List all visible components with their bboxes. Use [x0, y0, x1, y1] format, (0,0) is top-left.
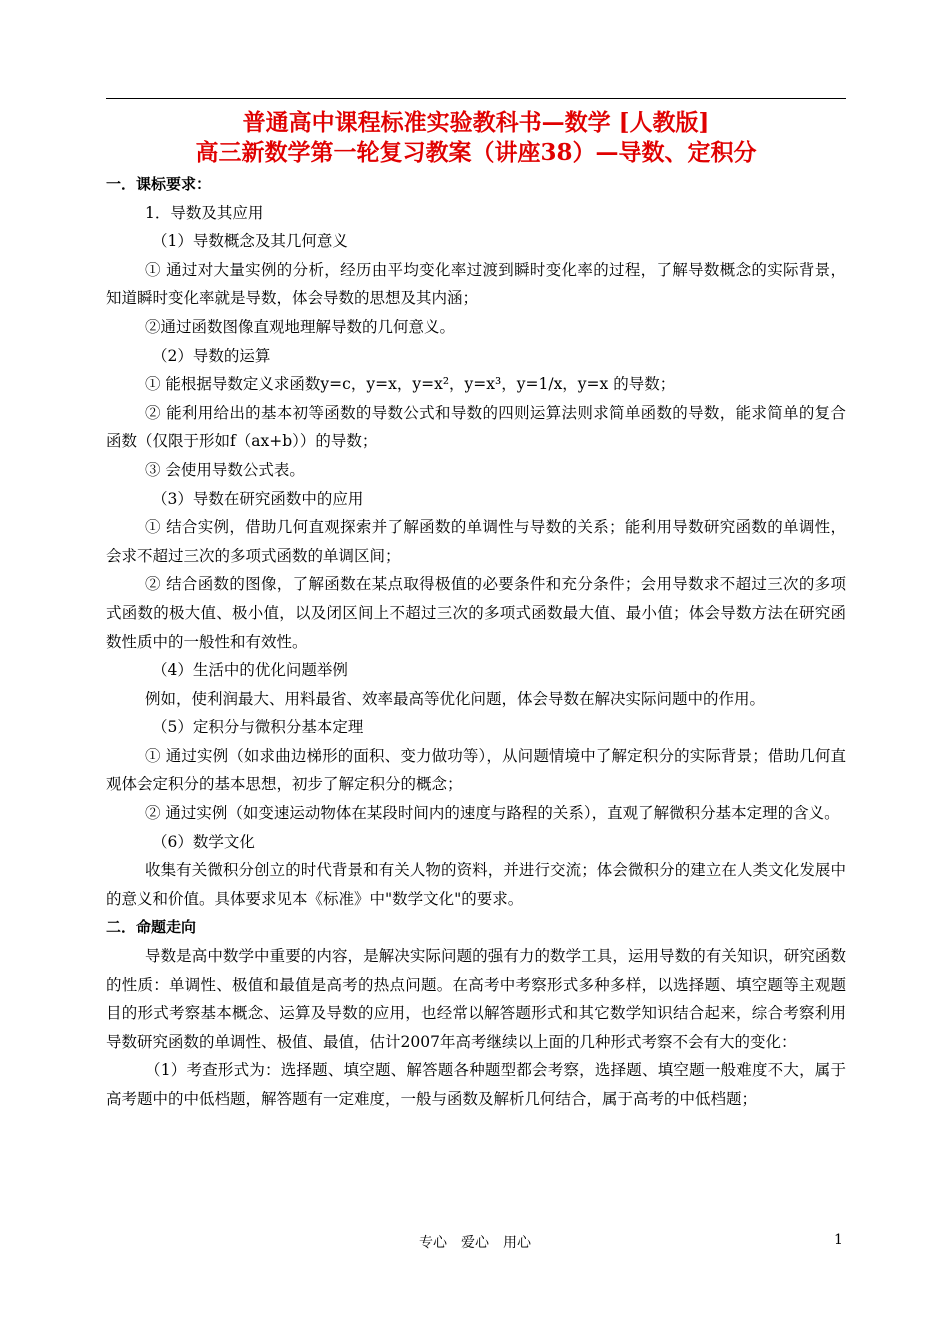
body-paragraph: ② 通过实例（如变速运动物体在某段时间内的速度与路程的关系），直观了解微积分基本定理的含义。: [145, 804, 840, 823]
body-paragraph: ② 能利用给出的基本初等函数的导数公式和导数的四则运算法则求简单函数的导数，能求简单的复合函数（仅限于形如f（ax+b））的导数；: [106, 403, 846, 451]
body-paragraph: （3）导数在研究函数中的应用: [152, 489, 364, 508]
section-heading: 一．课标要求：: [106, 175, 212, 193]
body-paragraph: （1）考查形式为：选择题、填空题、解答题各种题型都会考察，选择题、填空题一般难度不大，属于高考题中的中低档题，解答题有一定难度，一般与函数及解析几何结合，属于高考的中低档题；: [106, 1061, 846, 1108]
body-paragraph: 1．导数及其应用: [145, 203, 264, 222]
body-paragraph: 收集有关微积分创立的时代背景和有关人物的资料，并进行交流；体会微积分的建立在人类文化发展中的意义和价值。具体要求见本《标准》中"数学文化"的要求。: [106, 861, 846, 908]
section-heading: 二．命题走向: [106, 918, 197, 937]
body-paragraph: ① 能根据导数定义求函数y=c，y=x，y=x²，y=x³，y=1/x，y=x 的导数；: [145, 375, 676, 394]
body-paragraph: （4）生活中的优化问题举例: [152, 661, 348, 680]
body-paragraph: 例如，使利润最大、用料最省、效率最高等优化问题，体会导数在解决实际问题中的作用。: [145, 689, 766, 708]
body-paragraph: （1）导数概念及其几何意义: [152, 232, 348, 251]
document-title-line-1: 普通高中课程标准实验教科书—数学 [人教版]: [242, 109, 710, 136]
header-rule: [106, 98, 846, 99]
body-paragraph: ① 通过实例（如求曲边梯形的面积、变力做功等），从问题情境中了解定积分的实际背景；借助几何直观体会定积分的基本思想，初步了解定积分的概念；: [106, 746, 846, 794]
body-paragraph: ① 通过对大量实例的分析，经历由平均变化率过渡到瞬时变化率的过程，了解导数概念的实际背景，知道瞬时变化率就是导数，体会导数的思想及其内涵；: [106, 260, 846, 308]
page-number: 1: [834, 1232, 843, 1248]
footer-slogan: 专心 爱心 用心: [419, 1235, 531, 1251]
body-paragraph: 导数是高中数学中重要的内容，是解决实际问题的强有力的数学工具，运用导数的有关知识，研究函数的性质：单调性、极值和最值是高考的热点问题。在高考中考察形式多种多样，以选择题、填空题等主观题目的形式考察基本概念、运算及导数的应用，也经常以解答题形式和其它数学知识结合起来，综合考察利用导数研究函数的单调性、极值、最值，估计2007年高考继续以上面的几种形式考察不会有大的变化：: [106, 947, 846, 1051]
document-body: [106, 170, 846, 1114]
body-paragraph: （6）数学文化: [152, 832, 255, 851]
body-paragraph: （5）定积分与微积分基本定理: [152, 718, 364, 737]
body-paragraph: ① 结合实例，借助几何直观探索并了解函数的单调性与导数的关系；能利用导数研究函数的单调性，会求不超过三次的多项式函数的单调区间；: [106, 518, 846, 565]
document-title-line-2: 高三新数学第一轮复习教案（讲座38）—导数、定积分: [195, 139, 757, 166]
body-paragraph: ③ 会使用导数公式表。: [145, 460, 305, 479]
body-paragraph: ② 结合函数的图像，了解函数在某点取得极值的必要条件和充分条件；会用导数求不超过三次的多项式函数的极大值、极小值，以及闭区间上不超过三次的多项式函数最大值、最小值；体会导数方法在研究函数性质中的一般性和有效性。: [106, 575, 846, 651]
body-paragraph: ②通过函数图像直观地理解导数的几何意义。: [145, 317, 456, 336]
body-paragraph: （2）导数的运算: [152, 346, 271, 365]
